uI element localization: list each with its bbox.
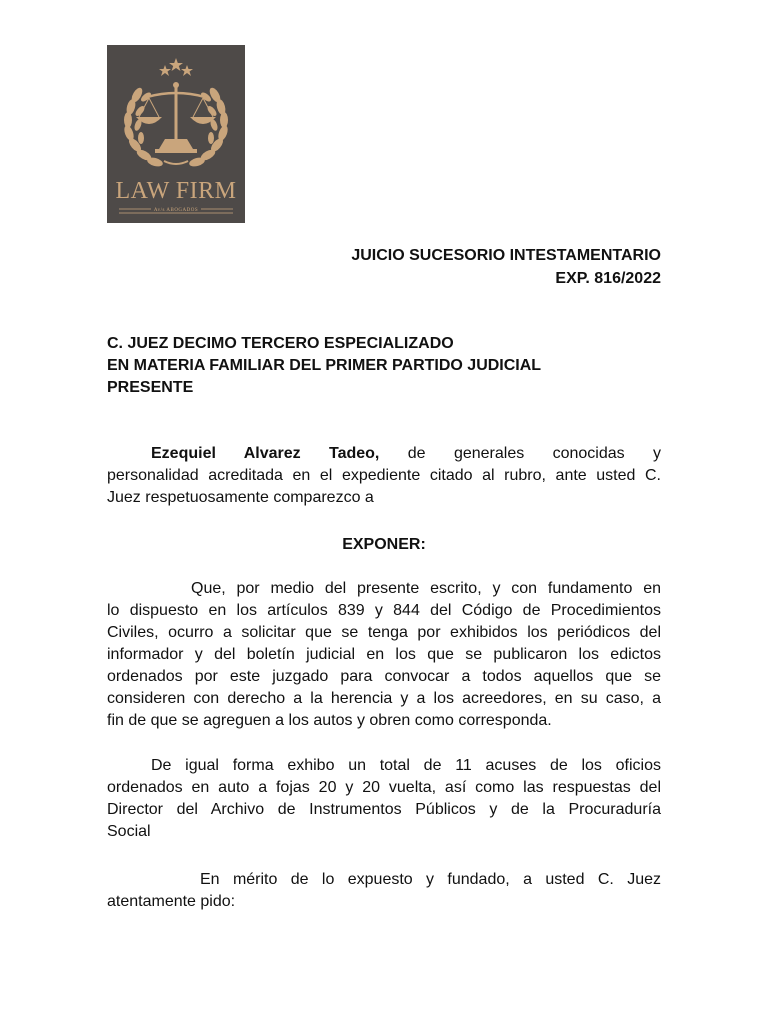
paragraph-3 bbox=[107, 869, 661, 913]
addressee-line-2: EN MATERIA FAMILIAR DEL PRIMER PARTIDO JUDICIAL bbox=[107, 357, 542, 374]
section-title: EXPONER: bbox=[342, 536, 426, 553]
paragraph-1-line: consideren con derecho a la herencia y a los acreedores, en su caso, a bbox=[107, 690, 661, 707]
paragraph-2 bbox=[107, 755, 661, 843]
paragraph-3-line: atentamente pido: bbox=[107, 893, 236, 910]
paragraph-1-line: informador y del boletín judicial en los que se publicaron los edictos bbox=[107, 646, 661, 663]
case-number: EXP. 816/2022 bbox=[555, 270, 661, 287]
law-firm-logo bbox=[107, 45, 245, 223]
intro-paragraph bbox=[107, 443, 661, 509]
paragraph-2-line: De igual forma exhibo un total de 11 acuses de los oficios bbox=[151, 757, 661, 774]
addressee-line-1: C. JUEZ DECIMO TERCERO ESPECIALIZADO bbox=[107, 335, 454, 352]
paragraph-1-line: fin de que se agreguen a los autos y obren como corresponda. bbox=[107, 712, 552, 729]
paragraph-2-line: ordenados en auto a fojas 20 y 20 vuelta, así como las respuestas del bbox=[107, 779, 661, 796]
paragraph-1-line: ordenados por este juzgado para convocar a todos aquellos que se bbox=[107, 668, 661, 685]
paragraph-3-line: En mérito de lo expuesto y fundado, a usted C. Juez bbox=[200, 871, 661, 888]
paragraph-1-line: lo dispuesto en los artículos 839 y 844 del Código de Procedimientos bbox=[107, 602, 661, 619]
paragraph-1-line: Civiles, ocurro a solicitar que se tenga por exhibidos los periódicos del bbox=[107, 624, 661, 641]
intro-line-2: personalidad acreditada en el expediente citado al rubro, ante usted C. bbox=[107, 467, 661, 484]
paragraph-2-line: Director del Archivo de Instrumentos Públicos y de la Procuraduría bbox=[107, 801, 661, 818]
intro-line-1-rest: de generales conocidas y bbox=[407, 445, 662, 462]
intro-line-3: Juez respetuosamente comparezco a bbox=[107, 489, 374, 506]
paragraph-1 bbox=[107, 578, 661, 732]
case-type: JUICIO SUCESORIO INTESTAMENTARIO bbox=[351, 247, 661, 264]
logo-title: LAW FIRM bbox=[115, 178, 237, 204]
addressee-line-3: PRESENTE bbox=[107, 379, 194, 396]
logo-subtitle: Av/s ABOGADOS bbox=[153, 208, 199, 213]
paragraph-2-line: Social bbox=[107, 823, 151, 840]
paragraph-1-line: Que, por medio del presente escrito, y con fundamento en bbox=[191, 580, 661, 597]
petitioner-name: Ezequiel Alvarez Tadeo, bbox=[151, 445, 380, 462]
intro-line-1 bbox=[107, 443, 661, 465]
